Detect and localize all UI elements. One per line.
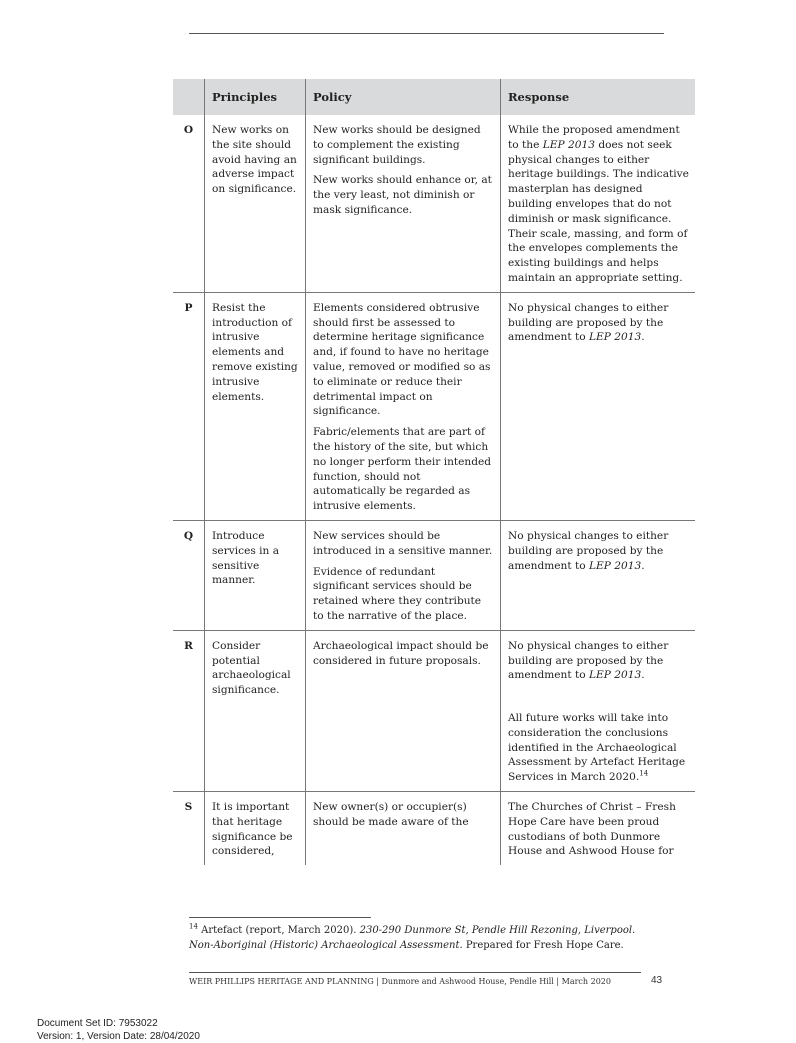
footnote-rule: [189, 917, 371, 918]
page-number: 43: [651, 975, 663, 986]
row-id: R: [173, 630, 205, 791]
response-text: The Churches of Christ – Fresh Hope Care have been proud custodians of both Dunmore House and Ashwood House for: [508, 801, 676, 858]
policy-text: Archaeological impact should be considered in future proposals.: [313, 639, 489, 667]
policy-text: Fabric/elements that are part of the history of the site, but which no longer perform their intended function, should not automatically be regarded as intrusive elements.: [313, 426, 492, 513]
footer-rule: [189, 972, 641, 973]
policy-cell: [306, 115, 501, 292]
policy-cell: [306, 520, 501, 630]
header-response: Response: [501, 79, 696, 115]
principle-text: Resist the introduction of intrusive elements and remove existing intrusive elements.: [212, 301, 298, 403]
response-text: No physical changes to either building are proposed by the amendment to LEP 2013.: [508, 301, 669, 344]
policy-text: New owner(s) or occupier(s) should be made aware of the: [313, 801, 469, 828]
response-text: While the proposed amendment to the LEP 2013 does not seek physical changes to either heritage buildings. The indicative masterplan has designed building envelopes that do not diminish or mask significance. Their scale, massing, and form of the envelopes complements the existing buildings and helps maintain an appropriate setting.: [508, 124, 689, 284]
policy-cell: [306, 292, 501, 520]
principle-text: New works on the site should avoid having an adverse impact on significance.: [212, 124, 297, 196]
row-id: Q: [173, 520, 205, 630]
header-principles: Principles: [205, 79, 306, 115]
table-header-row: [173, 79, 695, 115]
response-extra-text: All future works will take into consideration the conclusions identified in the Archaeological Assessment by Artefact Heritage Services in March 2020.14: [508, 712, 686, 784]
footnote-ref[interactable]: 14: [639, 769, 649, 778]
footnote: $^{14}$ Artefact (report, March 2020). 230-290 Dunmore St, Pendle Hill Rezoning, Liverpool. Non-Aboriginal (Historic) Archaeological Assessment. Prepared for Fresh Hope Care.: [189, 922, 636, 951]
principle-text: Introduce services in a sensitive manner.: [212, 529, 280, 587]
policy-text: Evidence of redundant significant services should be retained where they contribute to the narrative of the place.: [313, 565, 482, 622]
header-rule: [189, 33, 664, 34]
principle-cell: [205, 630, 306, 791]
response-cell: [501, 115, 696, 292]
row-id: S: [184, 801, 193, 814]
response-text: No physical changes to either building are proposed by the amendment to LEP 2013.: [508, 639, 669, 682]
footnote-number: 14: [189, 922, 198, 931]
policy-cell: [306, 792, 501, 866]
table-row: [173, 292, 695, 520]
row-id: P: [173, 292, 205, 520]
table-row: [173, 115, 695, 292]
response-cell: [501, 792, 696, 866]
principle-cell: [205, 292, 306, 520]
row-id: O: [173, 115, 205, 292]
principle-text: Consider potential archaeological significance.: [212, 639, 291, 697]
table-row: [173, 630, 695, 791]
table-row: [173, 520, 695, 630]
policy-text: Elements considered obtrusive should first be assessed to determine heritage significance and, if found to have no heritage value, removed or modified so as to eliminate or reduce their detrimental impact on significance.: [313, 301, 491, 418]
policy-text: New services should be introduced in a sensitive manner.: [313, 529, 493, 557]
document-stamp: [37, 1017, 200, 1043]
document-set-id: Document Set ID: 7953022: [37, 1018, 158, 1029]
policy-text: New works should enhance or, at the very least, not diminish or mask significance.: [313, 174, 492, 216]
page-footer: WEIR PHILLIPS HERITAGE AND PLANNING | Dunmore and Ashwood House, Pendle Hill | March 2020: [189, 977, 611, 986]
policy-text: New works should be designed to complement the existing significant buildings.: [313, 124, 481, 166]
response-cell: [501, 520, 696, 630]
policy-cell: [306, 630, 501, 791]
principle-cell: [205, 520, 306, 630]
principle-cell: [205, 115, 306, 292]
document-version: Version: 1, Version Date: 28/04/2020: [37, 1031, 200, 1042]
heritage-policy-table: [173, 79, 695, 865]
principle-text: It is important that heritage significance be considered,: [212, 801, 293, 858]
response-text: No physical changes to either building are proposed by the amendment to LEP 2013.: [508, 529, 669, 572]
header-policy: Policy: [306, 79, 501, 115]
principle-cell: [205, 792, 306, 866]
response-cell: [501, 630, 696, 791]
header-id-cell: [173, 79, 205, 115]
table-row: [173, 792, 695, 866]
response-cell: [501, 292, 696, 520]
